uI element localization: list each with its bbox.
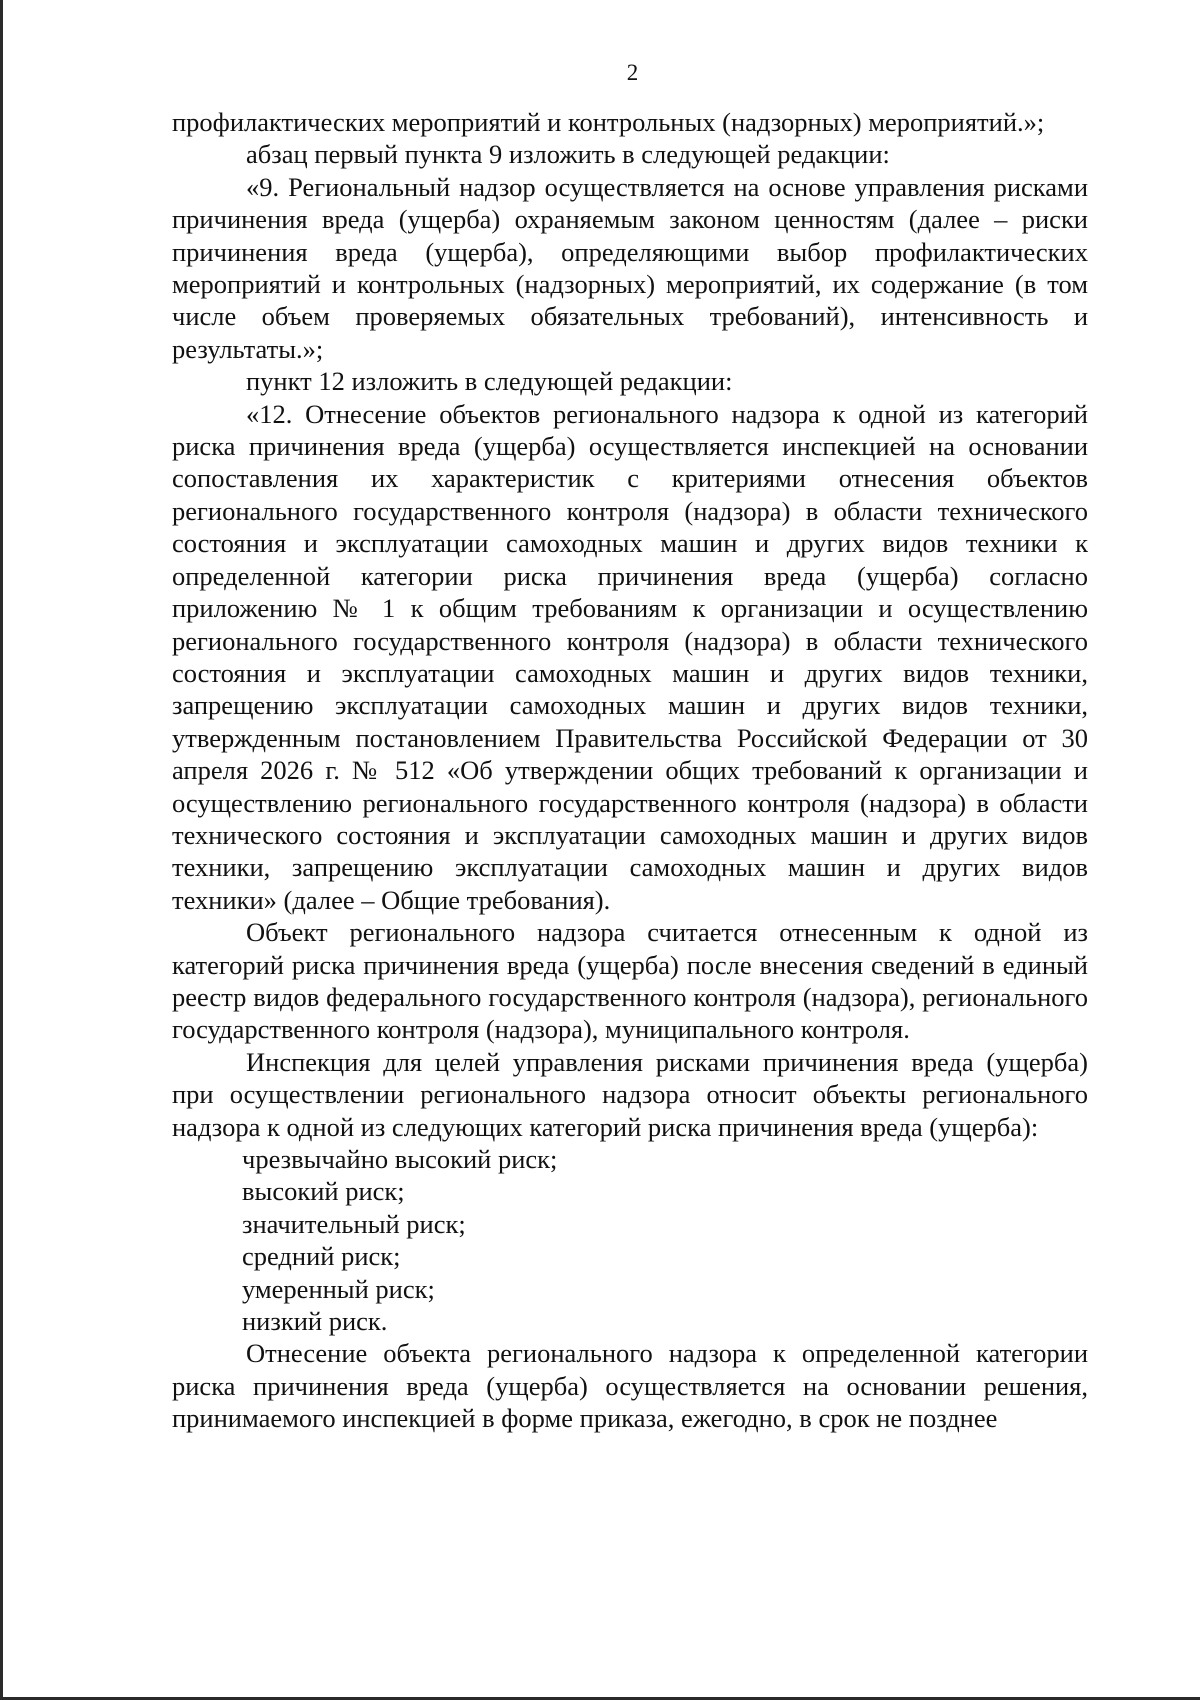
paragraph: пункт 12 изложить в следующей редакции: [246, 366, 733, 397]
document-body [172, 106, 1088, 1435]
list-item: высокий риск; [242, 1176, 405, 1207]
list-item: умеренный риск; [242, 1273, 435, 1304]
paragraph: «9. Региональный надзор осуществляется на основе управления рисками причинения вреда (ущерба) охраняемым законом ценностям (далее – риски причинения вреда (ущерба), определяющими выбор профилактических мероприятий и контрольных (надзорных) мероприятий, их содержание (в том числе объем проверяемых обязательных требований), интенсивность и результаты.»; [172, 171, 1088, 364]
paragraph: Инспекция для целей управления рисками причинения вреда (ущерба) при осуществлении регионального надзора относит объекты регионального надзора к одной из следующих категорий риска причинения вреда (ущерба): [172, 1046, 1088, 1142]
paragraph: Отнесение объекта регионального надзора к определенной категории риска причинения вреда (ущерба) осуществляется на основании решения, принимаемого инспекцией в форме приказа, ежегодно, в срок не позднее [172, 1338, 1088, 1434]
list-item: низкий риск. [242, 1306, 388, 1337]
paragraph: профилактических мероприятий и контрольных (надзорных) мероприятий.»; [172, 107, 1045, 137]
list-item: чрезвычайно высокий риск; [242, 1144, 558, 1174]
list-item: значительный риск; [242, 1208, 466, 1239]
risk-category-list [172, 1143, 1088, 1337]
scan-edge-left [0, 0, 3, 1700]
list-item: средний риск; [242, 1241, 401, 1272]
page-number: 2 [626, 60, 639, 85]
paragraph: Объект регионального надзора считается отнесенным к одной из категорий риска причинения вреда (ущерба) после внесения сведений в единый реестр видов федерального государственного контроля (надзора), регионального государственного контроля (надзора), муниципального контроля. [172, 917, 1088, 1045]
paragraph: «12. Отнесение объектов регионального надзора к одной из категорий риска причинения вреда (ущерба) осуществляется инспекцией на основании сопоставления их характеристик с критериями отнесения объектов регионального государственного контроля (надзора) в области технического состояния и эксплуатации самоходных машин и других видов техники к определенной категории риска причинения вреда (ущерба) согласно приложению № 1 к общим требованиям к организации и осуществлению регионального государственного контроля (надзора) в области технического состояния и эксплуатации самоходных машин и других видов техники, запрещению эксплуатации самоходных машин и других видов техники, утвержденным постановлением Правительства Российской Федерации от 30 апреля 2026 г. № 512 «Об утверждении общих требований к организации и осуществлению регионального государственного контроля (надзора) в области технического состояния и эксплуатации самоходных машин и других видов техники, запрещению эксплуатации самоходных машин и других видов техники» (далее – Общие требования). [172, 398, 1088, 915]
paragraph: абзац первый пункта 9 изложить в следующей редакции: [246, 139, 890, 170]
